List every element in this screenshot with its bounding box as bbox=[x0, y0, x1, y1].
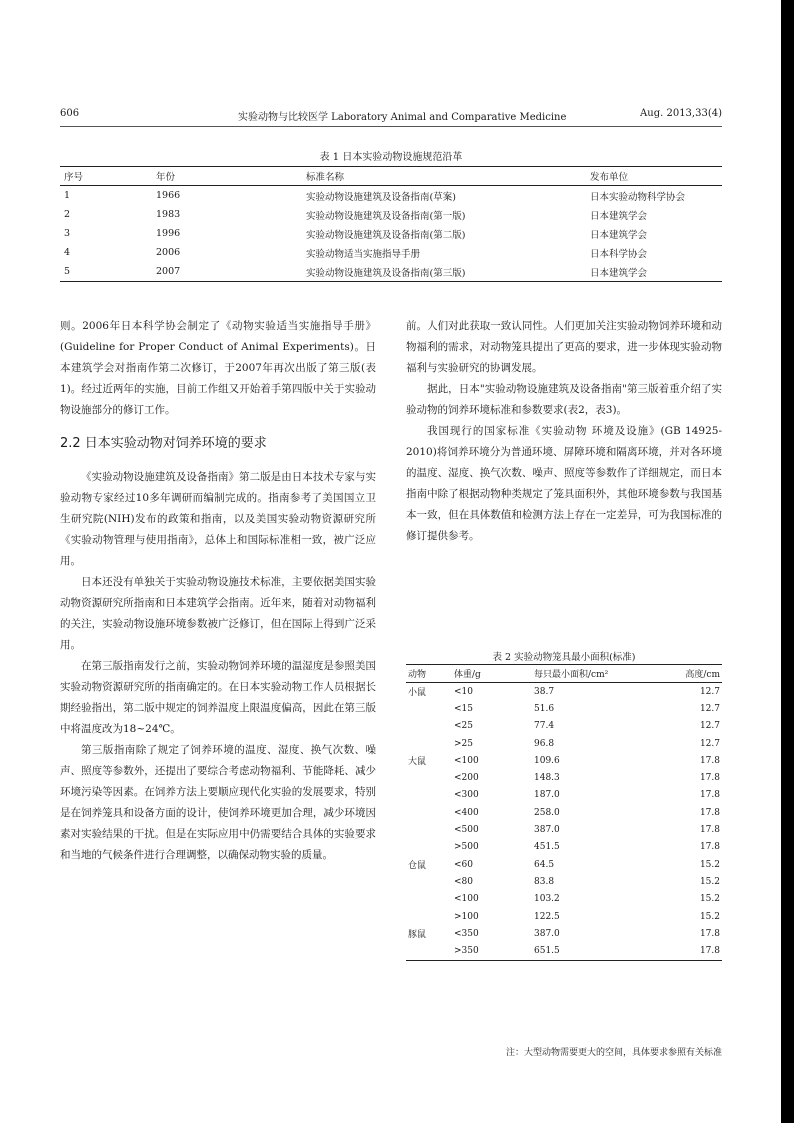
table2-cell bbox=[406, 891, 452, 908]
table2-cell bbox=[406, 821, 452, 838]
table2-cell: 122.5 bbox=[534, 911, 560, 922]
table2-cell: <100 bbox=[454, 755, 479, 766]
table1-cell: 日本建筑学会 bbox=[590, 210, 648, 222]
table-row bbox=[406, 873, 722, 890]
table1-cell: 日本建筑学会 bbox=[590, 229, 648, 241]
table-row bbox=[406, 752, 722, 769]
journal-title: 实验动物与比较医学 Laboratory Animal and Comparative Medicine bbox=[238, 112, 567, 123]
table2-cell: >100 bbox=[454, 911, 479, 922]
table2-cell: <60 bbox=[454, 859, 473, 870]
body-paragraph: 我国现行的国家标准《实验动物 环境及设施》(GB 14925-2010)将饲养环境分为普通环境、屏障环境和隔离环境，并对各环境的温度、湿度、换气次数、噪声、照度等参数作了详细规定，而日本指南中除了根据动物种类规定了笼具面积外，其他环境参数与我国基本一致，但在具体数值和检测方法上存在一定差异，可为我国标准的修订提供参考。 bbox=[406, 425, 722, 542]
table2-cell: 109.6 bbox=[534, 755, 560, 766]
table1-title: 表 1 日本实验动物设施规范沿革 bbox=[319, 152, 463, 163]
table2-cell: 仓鼠 bbox=[408, 861, 427, 872]
table2-cell bbox=[406, 718, 452, 735]
table-row bbox=[406, 925, 722, 942]
table2-cell: 豚鼠 bbox=[408, 930, 427, 941]
scan-edge-bar bbox=[781, 0, 794, 1123]
table-row bbox=[406, 891, 722, 908]
table2-cell bbox=[406, 769, 452, 786]
table2-cell: 15.2 bbox=[699, 894, 720, 905]
table2-header-cell: 高度/cm bbox=[664, 665, 722, 683]
table2-header-cell: 体重/g bbox=[452, 665, 532, 683]
table2-cell: 17.8 bbox=[699, 773, 720, 784]
table2-cell: 51.6 bbox=[534, 703, 555, 714]
table1-cell: 2006 bbox=[156, 247, 181, 258]
page bbox=[60, 0, 722, 1123]
table1-cell: 1 bbox=[64, 190, 71, 201]
table2-cell: <10 bbox=[454, 686, 473, 697]
table2-cell: 17.8 bbox=[699, 790, 720, 801]
table1-cell: 1996 bbox=[156, 228, 181, 239]
body-paragraph: 则。2006年日本科学协会制定了《动物实验适当实施指导手册》(Guideline for Proper Conduct of Animal Experiments)。日本建筑学会对指南作第二次修订，于2007年再次出版了第三版(表1)。经过近两年的实施，目前工作组又开始着手第四版中关于实验动物设施部分的修订工作。 bbox=[60, 320, 376, 416]
table-row bbox=[60, 224, 722, 243]
table-row bbox=[406, 821, 722, 838]
table1-header-cell: 年份 bbox=[152, 167, 302, 186]
table2-cell: 258.0 bbox=[534, 807, 560, 818]
table2-cell: 451.5 bbox=[534, 842, 560, 853]
table2-cell: 15.2 bbox=[699, 876, 720, 887]
page-number: 606 bbox=[60, 108, 80, 119]
table1-cell: 实验动物设施建筑及设备指南(第三版) bbox=[302, 262, 586, 282]
right-column bbox=[406, 316, 722, 547]
table2-cell: <200 bbox=[454, 773, 479, 784]
table2-cell: 15.2 bbox=[699, 859, 720, 870]
table-row bbox=[406, 839, 722, 856]
table1-cell: 实验动物设施建筑及设备指南(草案) bbox=[306, 191, 456, 203]
table-row bbox=[406, 700, 722, 717]
table2-cell: 17.8 bbox=[699, 928, 720, 939]
table2-cell: 12.7 bbox=[699, 738, 720, 749]
table-row bbox=[406, 683, 722, 701]
table2-header-cell: 动物 bbox=[406, 665, 452, 683]
issue-date: Aug. 2013,33(4) bbox=[640, 108, 722, 119]
body-paragraph: 在第三版指南发行之前，实验动物饲养环境的温湿度是参照美国实验动物资源研究所的指南确定的。在日本实验动物工作人员根据长期经验指出，第二版中规定的饲养温度上限温度偏高，因此在第三版中将温度改为18~24℃。 bbox=[60, 660, 376, 735]
table-row bbox=[60, 205, 722, 224]
table2-cell: <15 bbox=[454, 703, 473, 714]
table-row bbox=[406, 804, 722, 821]
table2-cell bbox=[406, 735, 452, 752]
table-row bbox=[406, 908, 722, 925]
table-row bbox=[406, 787, 722, 804]
table2-cell: 64.5 bbox=[534, 859, 555, 870]
table2-cell: <25 bbox=[454, 721, 473, 732]
table2-header-cell: 每只最小面积/cm² bbox=[532, 665, 664, 683]
table1-header-cell: 标准名称 bbox=[302, 167, 586, 186]
table2-cell: 12.7 bbox=[699, 703, 720, 714]
table2-title: 表 2 实验动物笼具最小面积(标准) bbox=[492, 652, 636, 663]
table-row bbox=[406, 718, 722, 735]
table2-cell: 17.8 bbox=[699, 842, 720, 853]
table1-cell: 1966 bbox=[156, 190, 181, 201]
body-paragraph: 《实验动物设施建筑及设备指南》第二版是由日本技术专家与实验动物专家经过10多年调研而编制完成的。指南参考了美国国立卫生研究院(NIH)发布的政策和指南，以及美国实验动物资源研究所《实验动物管理与使用指南》，总体上和国际标准相一致，被广泛应用。 bbox=[60, 471, 376, 567]
table-row bbox=[406, 735, 722, 752]
table2-cell: 大鼠 bbox=[408, 757, 427, 768]
table1-cell: 实验动物设施建筑及设备指南(第二版) bbox=[306, 229, 466, 241]
table1-header-row bbox=[60, 167, 722, 186]
table-row bbox=[60, 262, 722, 282]
table2-header-row bbox=[406, 665, 722, 683]
table2-cell bbox=[406, 787, 452, 804]
table1-cell: 日本建筑学会 bbox=[586, 262, 722, 282]
table2-cell: 651.5 bbox=[532, 942, 664, 960]
table2-cell: 38.7 bbox=[534, 686, 555, 697]
table2-cell: 387.0 bbox=[534, 928, 560, 939]
table-row bbox=[60, 243, 722, 262]
table2-cell: 148.3 bbox=[534, 773, 560, 784]
table2-cell: <80 bbox=[454, 876, 473, 887]
table2-cell: 187.0 bbox=[534, 790, 560, 801]
table2-cell: 小鼠 bbox=[408, 688, 427, 699]
table2-cell: >500 bbox=[454, 842, 479, 853]
table2-cell: 12.7 bbox=[699, 721, 720, 732]
table2-cell: 17.8 bbox=[699, 807, 720, 818]
table1-header-cell: 发布单位 bbox=[586, 167, 722, 186]
table2-cell bbox=[406, 942, 452, 960]
table2-cell: 77.4 bbox=[534, 721, 555, 732]
table2-cell: 96.8 bbox=[534, 738, 555, 749]
table2-cell: 17.8 bbox=[664, 942, 722, 960]
table2-cell: 15.2 bbox=[699, 911, 720, 922]
table2-cell bbox=[406, 700, 452, 717]
body-paragraph: 据此，日本"实验动物设施建筑及设备指南"第三版着重介绍了实验动物的饲养环境标准和参数要求(表2，表3)。 bbox=[406, 383, 722, 416]
section-heading: 2.2 日本实验动物对饲养环境的要求 bbox=[60, 436, 267, 451]
table2-cell: <100 bbox=[454, 894, 479, 905]
table1-cell: 实验动物设施建筑及设备指南(第一版) bbox=[306, 210, 466, 222]
table-row bbox=[406, 942, 722, 960]
table1-cell: 日本科学协会 bbox=[590, 248, 648, 260]
table2-cell: 387.0 bbox=[534, 825, 560, 836]
table1-header-cell: 序号 bbox=[60, 167, 152, 186]
table2-cell bbox=[406, 839, 452, 856]
body-paragraph: 日本还没有单独关于实验动物设施技术标准，主要依据美国实验动物资源研究所指南和日本建筑学会指南。近年来，随着对动物福利的关注，实验动物设施环境参数被广泛修订，但在国际上得到广泛采用。 bbox=[60, 576, 376, 651]
table2-cell: <500 bbox=[454, 825, 479, 836]
table-row bbox=[406, 856, 722, 873]
running-head bbox=[60, 108, 722, 127]
table2-cell: 12.7 bbox=[699, 686, 720, 697]
table-row bbox=[60, 186, 722, 206]
table2-cell: >350 bbox=[452, 942, 532, 960]
table1-cell: 日本实验动物科学协会 bbox=[590, 191, 686, 203]
left-column bbox=[60, 316, 376, 866]
table2 bbox=[406, 664, 722, 961]
table-row bbox=[406, 769, 722, 786]
table1-cell: 2 bbox=[64, 209, 71, 220]
table2-cell: 17.8 bbox=[699, 825, 720, 836]
table2-cell: <350 bbox=[454, 928, 479, 939]
table1-cell: 2007 bbox=[152, 262, 302, 282]
table1-cell: 5 bbox=[60, 262, 152, 282]
table1-cell: 3 bbox=[64, 228, 71, 239]
table2-cell: 83.8 bbox=[534, 876, 555, 887]
body-paragraph: 第三版指南除了规定了饲养环境的温度、湿度、换气次数、噪声、照度等参数外，还提出了要综合考虑动物福利、节能降耗、减少环境污染等因素。在饲养方法上要顺应现代化实验的发展要求，特别是在饲养笼具和设备方面的设计，使饲养环境更加合理，减少环境因素对实验结果的干扰。但是在实际应用中仍需要结合具体的实验要求和当地的气候条件进行合理调整，以确保动物实验的质量。 bbox=[60, 744, 376, 861]
table1-cell: 实验动物适当实施指导手册 bbox=[306, 248, 421, 260]
table2-cell bbox=[406, 908, 452, 925]
table2-cell: 17.8 bbox=[699, 755, 720, 766]
table1 bbox=[60, 166, 722, 282]
table2-cell: <400 bbox=[454, 807, 479, 818]
body-paragraph: 前。人们对此获取一致认同性。人们更加关注实验动物饲养环境和动物福利的需求，对动物笼具提出了更高的要求，进一步体现实验动物福利与实验研究的协调发展。 bbox=[406, 320, 722, 374]
table2-cell bbox=[406, 804, 452, 821]
table1-cell: 1983 bbox=[156, 209, 181, 220]
table2-cell: 103.2 bbox=[534, 894, 560, 905]
table2-cell: <300 bbox=[454, 790, 479, 801]
table1-cell: 4 bbox=[64, 247, 71, 258]
table2-cell bbox=[406, 873, 452, 890]
table2-note: 注：大型动物需要更大的空间，具体要求参照有关标准 bbox=[505, 1048, 722, 1058]
table2-cell: >25 bbox=[454, 738, 473, 749]
